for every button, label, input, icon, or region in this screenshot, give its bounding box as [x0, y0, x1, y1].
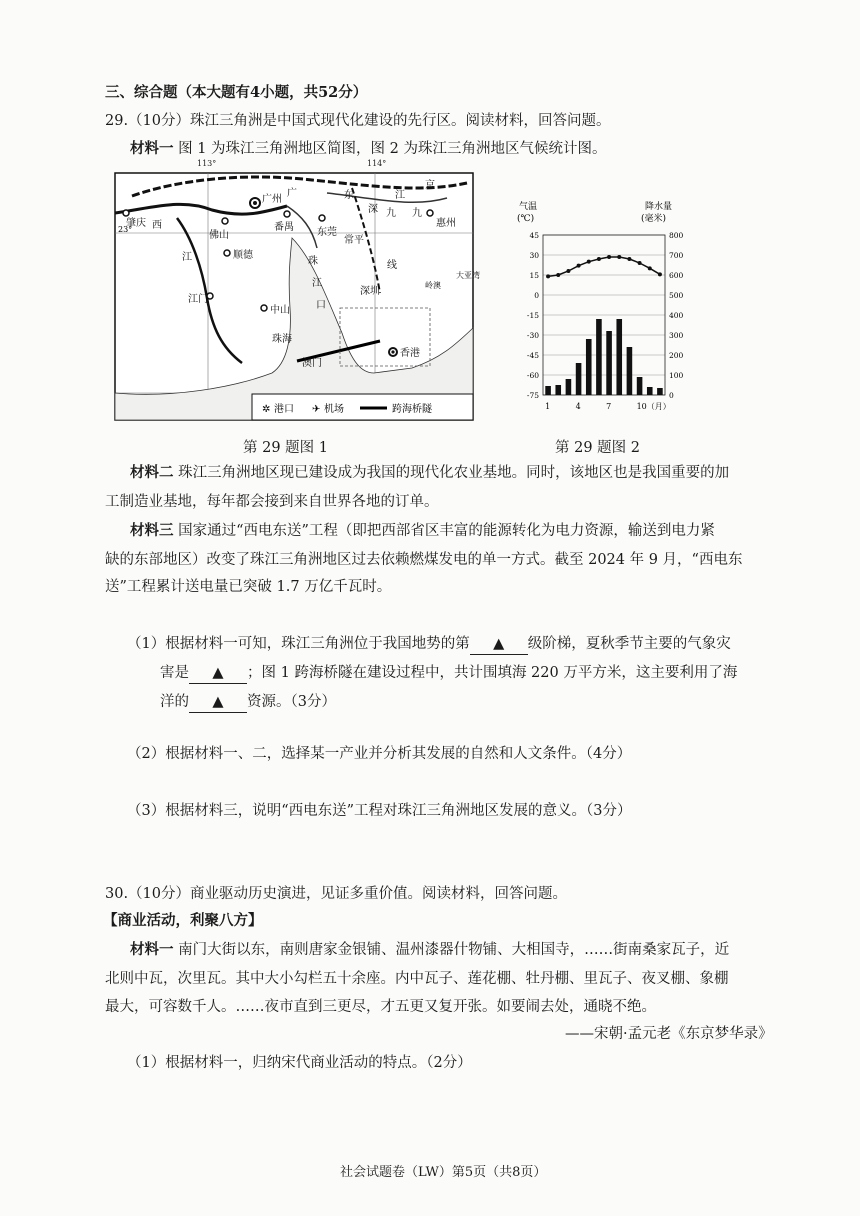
- temp-point: [617, 255, 621, 259]
- place-macau: 澳门: [302, 358, 322, 369]
- precip-bar: [555, 385, 561, 395]
- precip-tick-label: 0: [669, 391, 674, 400]
- precip-tick-label: 300: [669, 331, 684, 340]
- right-axis-unit: (毫米): [641, 214, 667, 224]
- temp-tick-label: -75: [526, 391, 539, 400]
- month-tick-label: 7: [606, 402, 612, 411]
- temp-point: [546, 274, 550, 278]
- q-text: （1）根据材料一可知，珠江三角洲位于我国地势的第: [127, 636, 470, 652]
- precip-tick-label: 200: [669, 351, 684, 360]
- temp-tick-label: -30: [526, 331, 539, 340]
- answer-blank[interactable]: [470, 634, 528, 655]
- rail-char: 京: [425, 180, 435, 191]
- q-text: 资源。（3分）: [247, 694, 336, 710]
- rail-char: 江: [395, 190, 405, 201]
- precip-tick-label: 100: [669, 371, 684, 380]
- q-text: 级阶梯，夏秋季节主要的气象灾: [527, 636, 731, 652]
- q30-material1-cont: 北则中瓦，次里瓦。其中大小勾栏五十余座。内中瓦子、莲花棚、牡丹棚、里瓦子、夜叉棚、象棚: [105, 971, 729, 987]
- place-dongguan: 东莞: [317, 227, 337, 238]
- rail-char: 深: [368, 204, 378, 215]
- q30-material1: [130, 940, 729, 960]
- temp-tick-label: -45: [526, 351, 539, 360]
- answer-blank[interactable]: [189, 663, 247, 684]
- precip-bar: [576, 363, 582, 395]
- temp-point: [566, 269, 570, 273]
- left-axis-unit: (℃): [517, 214, 535, 224]
- place-panyu: 番禺: [274, 222, 294, 233]
- rail-char: 九: [386, 208, 396, 219]
- q30-material1-cont: 最大，可容数千人。……夜市直到三更尽，才五更又复开张。如要闹去处，通晓不绝。: [105, 999, 656, 1015]
- precip-tick-label: 600: [669, 271, 684, 280]
- temp-tick-label: 0: [534, 291, 539, 300]
- legend-bridge: 跨海桥隧: [392, 404, 432, 415]
- temp-point: [577, 264, 581, 268]
- material-label: 材料一: [130, 941, 174, 958]
- month-tick-label: 1: [545, 402, 551, 411]
- temp-tick-label: 45: [529, 231, 539, 240]
- material-label: 材料二: [130, 464, 174, 481]
- q-text: ；图 1 跨海桥隧在建设过程中，共计围填海 220 万平方米，这主要利用了海: [247, 665, 738, 681]
- q29-material3: [130, 521, 715, 541]
- port-icon: ✲: [262, 404, 271, 415]
- precip-bar: [596, 319, 602, 395]
- lon-label-113: 113°: [197, 159, 217, 168]
- place-shenzhen: 深圳: [360, 286, 380, 297]
- precip-tick-label: 500: [669, 291, 684, 300]
- rail-char: 广: [287, 188, 297, 199]
- right-axis-title: 降水量: [645, 202, 673, 212]
- place-foshan: 佛山: [209, 230, 229, 241]
- precip-bar: [657, 388, 663, 395]
- climate-chart: [505, 195, 695, 415]
- q30-subheading: 【商业活动，利聚八方】: [103, 912, 263, 929]
- q29-question1-cont: [160, 692, 336, 713]
- precip-bar: [566, 379, 572, 395]
- material-label: 材料三: [130, 522, 174, 539]
- month-tick-label: 10（月）: [636, 402, 671, 411]
- material-label: 材料一: [130, 140, 174, 157]
- legend-port: 港口: [274, 404, 294, 415]
- place-zhongshan: 中山: [270, 305, 290, 316]
- q30-source: ——宋朝·孟元老《东京梦华录》: [565, 1026, 773, 1042]
- q30-stem: 30.（10分）商业驱动历史演进，见证多重价值。阅读材料，回答问题。: [105, 886, 568, 902]
- precip-bar: [627, 347, 633, 395]
- place-dayawan: 大亚湾: [456, 271, 480, 280]
- temp-tick-label: 30: [529, 251, 539, 260]
- rail-char: 东: [344, 190, 354, 201]
- precip-bar: [647, 387, 653, 395]
- temp-point: [607, 255, 611, 259]
- rail-char: 江: [182, 252, 192, 263]
- temp-tick-label: 15: [529, 271, 539, 280]
- precip-bar: [606, 331, 612, 395]
- q29-material3-cont: 缺的东部地区）改变了珠江三角洲地区过去依赖燃煤发电的单一方式。截至 2024 年 9 月，“西电东: [105, 552, 743, 568]
- q29-question2: （2）根据材料一、二，选择某一产业并分析其发展的自然和人文条件。（4分）: [127, 746, 632, 762]
- place-guangzhou: 广州: [262, 194, 282, 205]
- material-text: 国家通过“西电东送”工程（即把西部省区丰富的能源转化为电力资源，输送到电力紧: [178, 523, 715, 539]
- material-text: 珠江三角洲地区现已建设成为我国的现代化农业基地。同时，该地区也是我国重要的加: [178, 465, 730, 481]
- material-text: 南门大街以东，南则唐家金银铺、温州漆器什物铺、大相国寺，……街南桑家瓦子，近: [178, 942, 730, 958]
- q29-stem: 29.（10分）珠江三角洲是中国式现代化建设的先行区。阅读材料，回答问题。: [105, 113, 611, 129]
- temp-tick-label: -60: [526, 371, 539, 380]
- place-zhaoqing: 肇庆: [126, 218, 146, 229]
- temp-point: [587, 260, 591, 264]
- legend-airport: 机场: [324, 404, 344, 415]
- temp-point: [658, 272, 662, 276]
- estuary-char: 江: [312, 278, 322, 289]
- q29-material1: [130, 139, 607, 159]
- rail-char: 线: [387, 260, 397, 271]
- precip-bar: [545, 386, 551, 395]
- place-shunde: 顺德: [233, 250, 253, 261]
- blank-marker: ▲: [212, 694, 224, 710]
- place-lingao: 岭澳: [425, 281, 441, 290]
- lon-label-114: 114°: [367, 159, 387, 168]
- estuary-char: 珠: [308, 256, 318, 267]
- precip-bar: [637, 377, 643, 395]
- temp-point: [556, 273, 560, 277]
- temp-tick-label: -15: [526, 311, 539, 320]
- precip-tick-label: 700: [669, 251, 684, 260]
- precip-tick-label: 800: [669, 231, 684, 240]
- q29-material2-cont: 工制造业基地，每年都会接到来自世界各地的订单。: [105, 494, 439, 510]
- month-tick-label: 4: [575, 402, 581, 411]
- place-jiangmen: 江门: [188, 294, 208, 305]
- answer-blank[interactable]: [189, 692, 247, 713]
- q29-question1-cont: [160, 663, 737, 684]
- section-heading: 三、综合题（本大题有4小题，共52分）: [105, 84, 368, 101]
- q30-question1: （1）根据材料一，归纳宋代商业活动的特点。（2分）: [127, 1055, 472, 1071]
- place-changping: 常平: [344, 235, 364, 246]
- rail-char: 西: [152, 220, 162, 231]
- place-huizhou: 惠州: [436, 218, 456, 229]
- precip-bar: [616, 319, 622, 395]
- q29-question3: （3）根据材料三，说明“西电东送”工程对珠江三角洲地区发展的意义。（3分）: [127, 803, 632, 819]
- q29-question1: [127, 634, 731, 655]
- airport-icon: ✈: [312, 404, 321, 415]
- place-hongkong: 香港: [400, 348, 420, 359]
- temp-point: [638, 261, 642, 265]
- temp-line: [548, 257, 660, 276]
- blank-marker: ▲: [493, 636, 505, 652]
- estuary-char: 口: [316, 300, 326, 311]
- pearl-river-delta-map: [112, 158, 480, 423]
- left-axis-title: 气温: [519, 202, 538, 212]
- page-footer: 社会试题卷（LW）第5页（共8页）: [340, 1165, 547, 1180]
- q-text: 洋的: [160, 694, 189, 710]
- q29-material2: [130, 463, 729, 483]
- temp-point: [597, 257, 601, 261]
- blank-marker: ▲: [212, 665, 224, 681]
- rail-char: 九: [412, 208, 422, 219]
- material-text: 图 1 为珠江三角洲地区简图，图 2 为珠江三角洲地区气候统计图。: [178, 141, 607, 157]
- precip-bar: [586, 339, 592, 395]
- precip-tick-label: 400: [669, 311, 684, 320]
- q29-material3-cont: 送”工程累计送电量已突破 1.7 万亿千瓦时。: [105, 579, 392, 595]
- place-zhuhai: 珠海: [272, 334, 292, 345]
- q-text: 害是: [160, 665, 189, 681]
- lat-label-23: 23°: [118, 225, 133, 234]
- figure1-caption: 第 29 题图 1: [243, 440, 329, 456]
- temp-point: [648, 266, 652, 270]
- figure2-caption: 第 29 题图 2: [555, 440, 641, 456]
- temp-point: [627, 257, 631, 261]
